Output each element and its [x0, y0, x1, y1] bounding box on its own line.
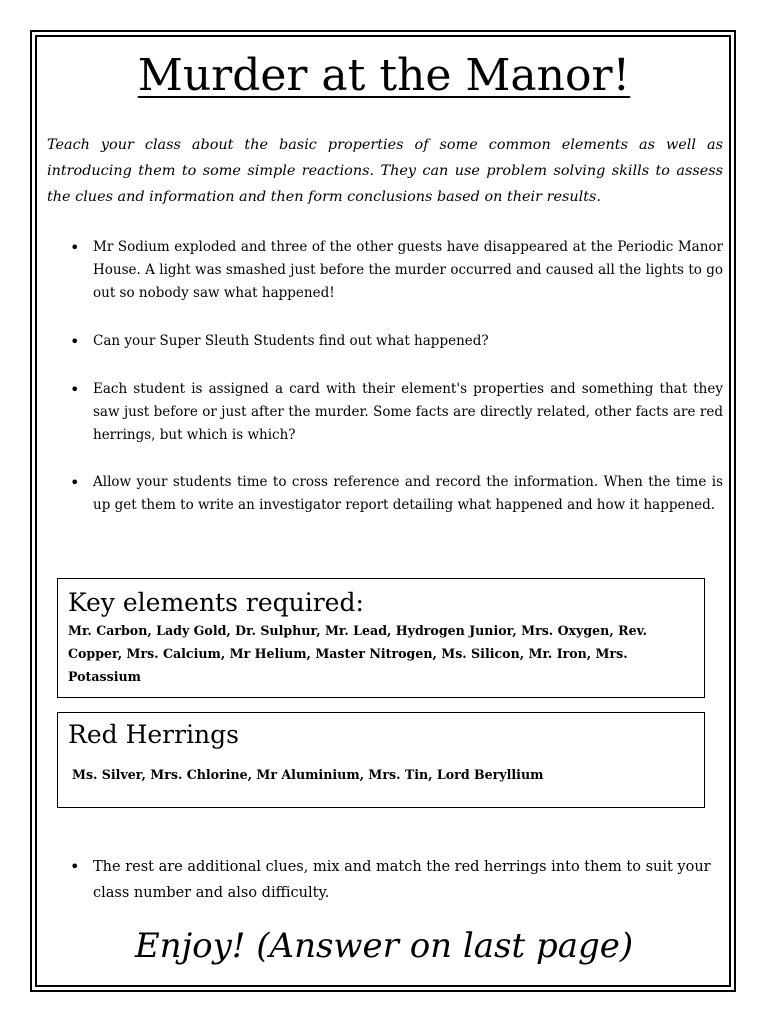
key-elements-heading: Key elements required:: [68, 588, 364, 617]
intro-paragraph: Teach your class about the basic properties of some common elements as well as introducing them to some simple reactions. They can use problem solving skills to assess the clues and information and then form conclusions based on their results.: [47, 137, 723, 205]
bullet-icon: •: [70, 238, 80, 257]
bullet-icon: •: [70, 332, 80, 351]
bullet-icon: •: [70, 380, 80, 399]
red-herrings-list: Ms. Silver, Mrs. Chlorine, Mr Aluminium, Mrs. Tin, Lord Beryllium: [72, 767, 544, 782]
list-item: • Each student is assigned a card with their element's properties and something that they saw just before or just after the murder. Some facts are directly related, other facts are red herrings, but which is which?: [70, 380, 723, 443]
list-item: • Mr Sodium exploded and three of the other guests have disappeared at the Periodic Manor House. A light was smashed just before the murder occurred and caused all the lights to go out so nobody saw what happened!: [70, 238, 723, 301]
list-item: • Allow your students time to cross reference and record the information. When the time is up get them to write an investigator report detailing what happened and how it happened.: [70, 473, 723, 513]
red-herrings-box: [57, 712, 705, 808]
key-elements-box: [57, 578, 705, 698]
page-title: Murder at the Manor!: [137, 50, 631, 101]
list-item: • Can your Super Sleuth Students find out what happened?: [70, 332, 489, 351]
key-elements-list: Mr. Carbon, Lady Gold, Dr. Sulphur, Mr. Lead, Hydrogen Junior, Mrs. Oxygen, Rev. Copper, Mrs. Calcium, Mr Helium, Master Nitrogen, Ms. Silicon, Mr. Iron, Mrs. Potassium: [68, 623, 648, 684]
red-herrings-heading: Red Herrings: [68, 720, 239, 749]
closing-bullet: • The rest are additional clues, mix and match the red herrings into them to suit your class number and also difficulty.: [47, 854, 723, 906]
bullet-icon: •: [70, 857, 80, 876]
footer-note: Enjoy! (Answer on last page): [134, 926, 634, 966]
bullet-icon: •: [70, 473, 80, 492]
